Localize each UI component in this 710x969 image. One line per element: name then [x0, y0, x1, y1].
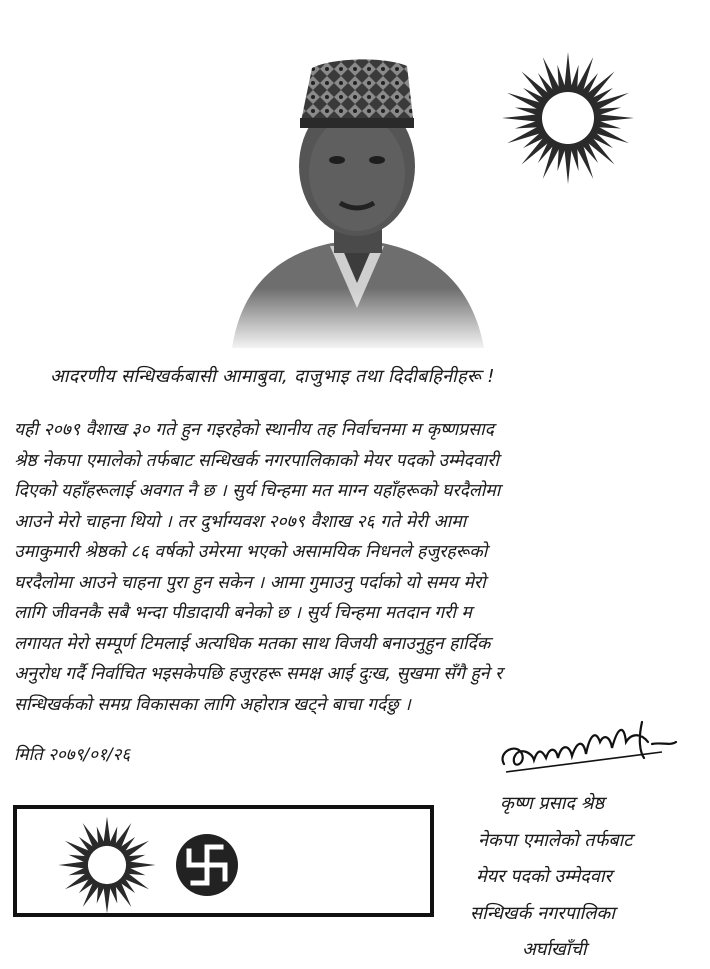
signature-block — [470, 786, 700, 969]
body-line: लागि जीवनकै सबै भन्दा पीडादायी बनेको छ । सुर्य चिन्हमा मतदान गरी म — [14, 603, 472, 623]
candidate-position: मेयर पदको उम्मेदवार — [476, 866, 612, 887]
body-line: आउने मेरो चाहना थियो । तर दुर्भाग्यवश २०७९ वैशाख २६ गते मेरी आमा — [14, 511, 467, 532]
body-line: घरदैलोमा आउने चाहना पुरा हुन सकेन । आमा गुमाउनु पर्दाको यो समय मेरो — [14, 572, 486, 593]
body-line: श्रेष्ठ नेकपा एमालेको तर्फबाट सन्धिखर्क नगरपालिकाको मेयर पदको उम्मेदवारी — [14, 450, 499, 471]
candidate-name: कृष्ण प्रसाद श्रेष्ठ — [500, 793, 605, 814]
appeal-body — [14, 415, 696, 720]
body-line: यही २०७९ वैशाख ३० गते हुन गइरहेको स्थानीय तह निर्वाचनमा म कृष्णप्रसाद — [14, 420, 494, 440]
candidate-portrait — [222, 48, 492, 353]
flag-sun-icon — [55, 813, 159, 917]
body-line: दिएको यहाँहरूलाई अवगत नै छ । सुर्य चिन्हमा मत माग्न यहाँहरूको घरदैलोमा — [14, 481, 501, 501]
date-line: मिति २०७९/०१/२६ — [14, 745, 131, 765]
body-line: सन्धिखर्कको समग्र विकासका लागि अहोरात्र खट्ने बाचा गर्दछु । — [14, 694, 411, 715]
body-line: उमाकुमारी श्रेष्ठको ८६ वर्षको उमेरमा भएको असामयिक निधनले हजुरहरूको — [14, 542, 488, 562]
party-flag — [13, 805, 434, 917]
swastika-icon — [175, 833, 239, 897]
sun-icon — [498, 48, 638, 188]
salutation: आदरणीय सन्धिखर्कबासी आमाबुवा, दाजुभाइ तथा दिदीबहिनीहरू ! — [50, 366, 495, 387]
body-line: लगायत मेरो सम्पूर्ण टिमलाई अत्यधिक मतका साथ विजयी बनाउनुहुन हार्दिक — [14, 633, 491, 654]
body-line: अनुरोध गर्दै निर्वाचित भइसकेपछि हजुरहरू समक्ष आई दुःख, सुखमा सँगै हुने र — [14, 664, 503, 684]
municipality: सन्धिखर्क नगरपालिका — [470, 902, 615, 924]
party-line: नेकपा एमालेको तर्फबाट — [478, 829, 633, 851]
district: अर्घाखाँची — [522, 939, 587, 960]
handwritten-signature — [492, 712, 682, 782]
